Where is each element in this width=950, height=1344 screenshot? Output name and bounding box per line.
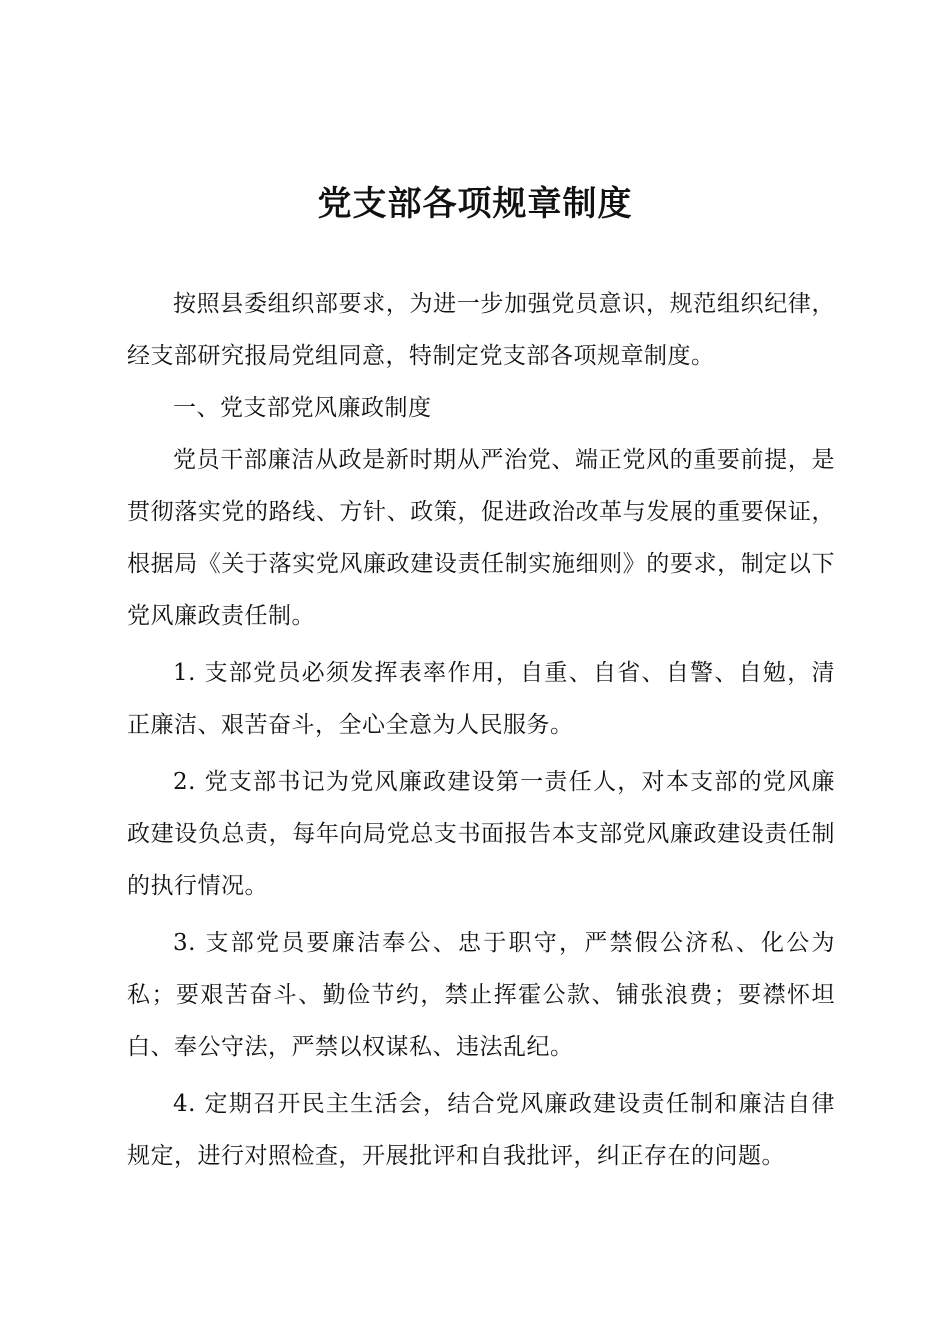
document-body	[127, 278, 835, 1182]
rule-item-3: 3. 支部党员要廉洁奉公、忠于职守，严禁假公济私、化公为私；要艰苦奋斗、勤俭节约，禁止挥霍公款、铺张浪费；要襟怀坦白、奉公守法，严禁以权谋私、违法乱纪。	[127, 930, 835, 1060]
rule-item-2: 2. 党支部书记为党风廉政建设第一责任人，对本支部的党风廉政建设负总责，每年向局党总支书面报告本支部党风廉政建设责任制的执行情况。	[127, 769, 835, 899]
document-title: 党支部各项规章制度	[317, 184, 633, 224]
rule-item-4: 4. 定期召开民主生活会，结合党风廉政建设责任制和廉洁自律规定，进行对照检查，开展批评和自我批评，纠正存在的问题。	[127, 1091, 835, 1169]
intro-paragraph: 按照县委组织部要求，为进一步加强党员意识，规范组织纪律，经支部研究报局党组同意，特制定党支部各项规章制度。	[127, 291, 835, 369]
section-intro-paragraph: 党员干部廉洁从政是新时期从严治党、端正党风的重要前提，是贯彻落实党的路线、方针、政策，促进政治改革与发展的重要保证，根据局《关于落实党风廉政建设责任制实施细则》的要求，制定以下党风廉政责任制。	[127, 447, 835, 629]
section-heading: 一、党支部党风廉政制度	[173, 395, 432, 421]
rule-item-1: 1. 支部党员必须发挥表率作用，自重、自省、自警、自勉，清正廉洁、艰苦奋斗，全心全意为人民服务。	[127, 660, 835, 738]
